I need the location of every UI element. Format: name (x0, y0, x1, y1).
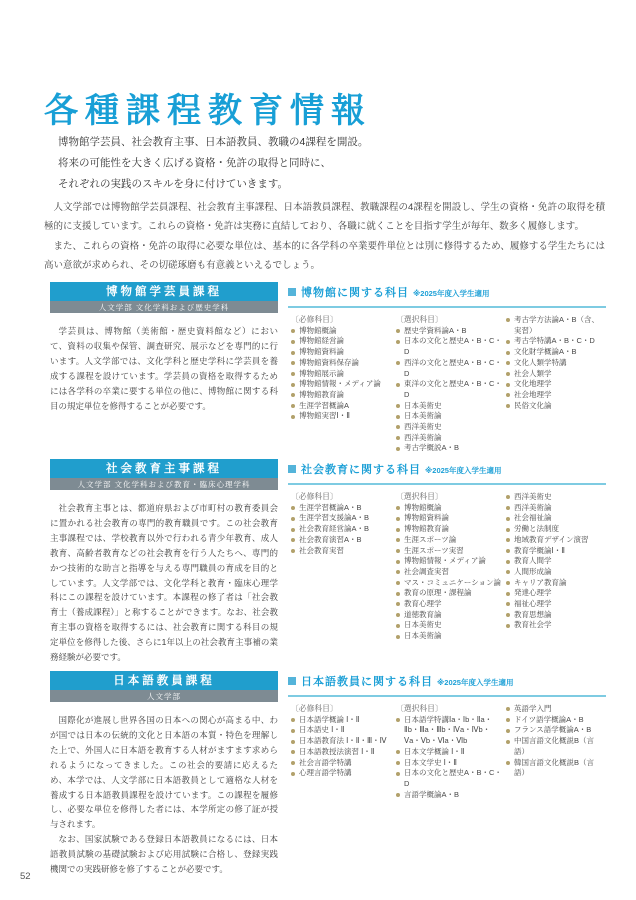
subject-columns (288, 704, 606, 800)
course-subjects-panel (288, 283, 606, 454)
column-label: 〔選択科目〕 (396, 704, 443, 713)
subject-columns (288, 315, 606, 454)
course-header-box (50, 671, 278, 702)
dot-bullet-icon (506, 624, 510, 628)
subjects-note: ※2025年度入学生適用 (425, 466, 502, 475)
dot-bullet-icon (506, 570, 510, 574)
dot-bullet-icon (396, 404, 400, 408)
subject-item: 地域教育デザイン演習 (506, 535, 602, 546)
dot-bullet-icon (396, 549, 400, 553)
subjects-title: 社会教育に関する科目 (301, 464, 421, 476)
subject-item: 日本の文化と歴史A・B・C・D (396, 768, 502, 789)
dot-bullet-icon (396, 447, 400, 451)
subject-item: 博物館資料論 (291, 347, 392, 358)
subject-item: 西洋の文化と歴史A・B・C・D (396, 358, 502, 379)
subject-item: 社会調査実習 (396, 567, 502, 578)
subject-item: 生涯学習支援論A・B (291, 513, 392, 524)
subject-item: 日本文学概論 Ⅰ・Ⅱ (396, 747, 502, 758)
course-description (50, 324, 278, 413)
subject-item: 日本美術論 (396, 411, 502, 422)
dot-bullet-icon (291, 750, 295, 754)
subject-column (291, 704, 396, 800)
subject-item: 日本美術史 (396, 401, 502, 412)
square-bullet-icon (288, 288, 296, 296)
dot-bullet-icon (291, 740, 295, 744)
subject-item: 教育人間学 (506, 556, 602, 567)
dot-bullet-icon (291, 772, 295, 776)
subject-item: 道徳教育論 (396, 610, 502, 621)
dot-bullet-icon (291, 329, 295, 333)
subject-item: 日本語学特講Ⅰa・Ⅰb・Ⅱa・Ⅱb・Ⅲa・Ⅲb・Ⅳa・Ⅳb・Ⅴa・Ⅴb・Ⅵa・Ⅵb (396, 715, 502, 747)
dot-bullet-icon (396, 425, 400, 429)
subject-item: 博物館経営論 (291, 336, 392, 347)
subject-item: 考古学特講A・B・C・D (506, 336, 602, 347)
subject-item: 考古学方法論A・B（含、実習） (506, 315, 602, 336)
subject-item: 西洋美術論 (506, 503, 602, 514)
course-subtitle: 人文学部 文化学科および歴史学科 (50, 301, 278, 313)
subject-item: 日本語史 Ⅰ・Ⅱ (291, 725, 392, 736)
dot-bullet-icon (396, 506, 400, 510)
subject-item: 日本美術論 (396, 631, 502, 642)
dot-bullet-icon (396, 592, 400, 596)
course-title: 博物館学芸員課程 (50, 282, 278, 301)
course-subtitle: 人文学部 (50, 690, 278, 702)
subject-list (396, 326, 502, 454)
dot-bullet-icon (396, 718, 400, 722)
dot-bullet-icon (506, 495, 510, 499)
course-title: 日本語教員課程 (50, 671, 278, 690)
subject-column (396, 315, 506, 454)
dot-bullet-icon (396, 772, 400, 776)
dot-bullet-icon (291, 718, 295, 722)
column-label: 〔必修科目〕 (291, 704, 338, 713)
dot-bullet-icon (506, 613, 510, 617)
paragraph: なお、国家試験である登録日本語教員になるには、日本語教員試験の基礎試験および応用試験に合格し、登録実践機関での実践研修を修了することが必要です。 (50, 834, 278, 875)
subject-item: 博物館資料保存論 (291, 358, 392, 369)
subjects-title: 日本語教員に関する科目 (301, 676, 433, 688)
subject-item: マス・コミュニケーション論 (396, 578, 502, 589)
subject-item: 教育思想論 (506, 610, 602, 621)
dot-bullet-icon (396, 436, 400, 440)
course-header-box (50, 282, 278, 313)
page-number: 52 (20, 871, 31, 882)
lead-text (58, 132, 368, 195)
dot-bullet-icon (506, 549, 510, 553)
subjects-header (288, 672, 606, 697)
subject-item: 東洋の文化と歴史A・B・C・D (396, 379, 502, 400)
subject-list (506, 492, 602, 631)
paragraph: 博物館学芸員、社会教育主事、日本語教員、教職の4課程を開設。 (58, 136, 369, 148)
dot-bullet-icon (291, 729, 295, 733)
dot-bullet-icon (291, 383, 295, 387)
subject-item: 心理言語学特講 (291, 768, 392, 779)
subject-item: 生涯スポーツ実習 (396, 546, 502, 557)
subject-item: 教育社会学 (506, 620, 602, 631)
dot-bullet-icon (506, 740, 510, 744)
dot-bullet-icon (291, 506, 295, 510)
dot-bullet-icon (291, 761, 295, 765)
subject-list (291, 326, 392, 422)
subject-item: 人間形成論 (506, 567, 602, 578)
dot-bullet-icon (506, 517, 510, 521)
subjects-header (288, 460, 606, 485)
subject-item: 民俗文化論 (506, 401, 602, 412)
dot-bullet-icon (291, 415, 295, 419)
dot-bullet-icon (506, 581, 510, 585)
dot-bullet-icon (506, 383, 510, 387)
dot-bullet-icon (396, 635, 400, 639)
subject-item: 博物館情報・メディア論 (396, 556, 502, 567)
subject-item: 博物館概論 (291, 326, 392, 337)
dot-bullet-icon (291, 517, 295, 521)
subject-item: 教育学概論Ⅰ・Ⅱ (506, 546, 602, 557)
subject-item: 社会福祉論 (506, 513, 602, 524)
subject-item: 生涯スポーツ論 (396, 535, 502, 546)
square-bullet-icon (288, 677, 296, 685)
dot-bullet-icon (396, 340, 400, 344)
dot-bullet-icon (506, 707, 510, 711)
subject-list (291, 715, 392, 779)
subject-item: 博物館教育論 (396, 524, 502, 535)
dot-bullet-icon (291, 404, 295, 408)
subject-item: 教育心理学 (396, 599, 502, 610)
subject-list (506, 704, 602, 779)
subject-item: 言語学概論A・B (396, 790, 502, 801)
dot-bullet-icon (396, 383, 400, 387)
paragraph: 人文学部では博物館学芸員課程、社会教育主事課程、日本語教員課程、教職課程の4課程を開設し、学生の資格・免許の取得を積極的に支援しています。これらの資格・免許は実務に直結しており、各職に就くことを目指す学生が毎年、数多く履修します。 (44, 202, 605, 233)
subject-item: 西洋美術論 (396, 433, 502, 444)
subject-item: 社会教育演習A・B (291, 535, 392, 546)
course-left-column (50, 282, 278, 413)
dot-bullet-icon (396, 538, 400, 542)
dot-bullet-icon (396, 361, 400, 365)
subjects-note: ※2025年度入学生適用 (437, 678, 514, 687)
column-label: 〔必修科目〕 (291, 492, 338, 501)
paragraph: それぞれの実践のスキルを身に付けていきます。 (58, 178, 289, 190)
subjects-title: 博物館に関する科目 (301, 287, 409, 299)
column-label: 〔必修科目〕 (291, 315, 338, 324)
dot-bullet-icon (396, 581, 400, 585)
subject-item: 博物館情報・メディア論 (291, 379, 392, 390)
subject-item: 日本文学史 Ⅰ・Ⅱ (396, 758, 502, 769)
course-title: 社会教育主事課程 (50, 459, 278, 478)
dot-bullet-icon (396, 602, 400, 606)
column-label: 〔選択科目〕 (396, 492, 443, 501)
subject-item: 社会人類学 (506, 369, 602, 380)
dot-bullet-icon (506, 506, 510, 510)
dot-bullet-icon (506, 372, 510, 376)
dot-bullet-icon (396, 570, 400, 574)
dot-bullet-icon (506, 351, 510, 355)
course-subjects-panel (288, 672, 606, 800)
dot-bullet-icon (506, 361, 510, 365)
dot-bullet-icon (396, 329, 400, 333)
dot-bullet-icon (506, 318, 510, 322)
dot-bullet-icon (506, 404, 510, 408)
course-subtitle: 人文学部 文化学科および教育・臨床心理学科 (50, 478, 278, 490)
subject-item: 中国言語文化概説B（言語） (506, 736, 602, 757)
dot-bullet-icon (506, 602, 510, 606)
subject-item: 日本美術史 (396, 620, 502, 631)
course-description (50, 501, 278, 665)
paragraph: 学芸員は、博物館（美術館・歴史資料館など）において、資料の収集や保管、調査研究、展示などを専門的に行います。人文学部では、文化学科と歴史学科に学芸員を養成する課程を設けています。学芸員の資格を取得するためには各学科の卒業に要する単位の他に、博物館に関する科目の規定単位を修得することが必要です。 (50, 326, 278, 411)
dot-bullet-icon (396, 613, 400, 617)
subject-item: 社会言語学特講 (291, 758, 392, 769)
subject-item: 社会地理学 (506, 390, 602, 401)
subject-list (291, 503, 392, 557)
dot-bullet-icon (396, 528, 400, 532)
subject-item: 日本語教育法 Ⅰ・Ⅱ・Ⅲ・Ⅳ (291, 736, 392, 747)
page-title: 各種課程教育情報 (44, 91, 372, 130)
dot-bullet-icon (506, 729, 510, 733)
paragraph: 社会教育主事とは、都道府県および市町村の教育委員会に置かれる社会教育の専門的教育職員です。この社会教育主事課程では、学校教育以外で行われる青少年教育、成人教育、高齢者教育などの社会教育を行う人たちへ、専門的かつ技術的な助言と指導を与える専門職員の育成を目的としています。人文学部では、文化学科と教育・臨床心理学科にこの課程を設けています。本課程の修了者は「社会教育士（養成課程）」と称することができます。なお、社会教育主事の資格を取得するには、社会教育に関する科目の規定単位を修得した後、さらに1年以上の社会教育主事補の業務経験が必要です。 (50, 503, 278, 663)
subject-item: 博物館概論 (396, 503, 502, 514)
subject-item: 文化財学概論A・B (506, 347, 602, 358)
subject-item: 発達心理学 (506, 588, 602, 599)
dot-bullet-icon (291, 372, 295, 376)
subject-column (396, 492, 506, 642)
dot-bullet-icon (506, 528, 510, 532)
subjects-header (288, 283, 606, 308)
course-subjects-panel (288, 460, 606, 642)
subject-item: 社会教育経営論A・B (291, 524, 392, 535)
course-header-box (50, 459, 278, 490)
square-bullet-icon (288, 465, 296, 473)
paragraph: 将来の可能性を大きく広げる資格・免許の取得と同時に、 (58, 157, 331, 169)
subject-item: 日本の文化と歴史A・B・C・D (396, 336, 502, 357)
dot-bullet-icon (396, 750, 400, 754)
subject-item: 西洋美術史 (396, 422, 502, 433)
subject-list (506, 315, 602, 411)
course-description (50, 713, 278, 877)
subject-list (396, 503, 502, 642)
dot-bullet-icon (396, 415, 400, 419)
subject-item: 日本語教授法演習 Ⅰ・Ⅱ (291, 747, 392, 758)
course-left-column (50, 671, 278, 877)
dot-bullet-icon (291, 549, 295, 553)
dot-bullet-icon (291, 340, 295, 344)
course-left-column (50, 459, 278, 665)
subject-item: ドイツ語学概論A・B (506, 715, 602, 726)
dot-bullet-icon (396, 560, 400, 564)
subject-item: 博物館実習Ⅰ・Ⅱ (291, 411, 392, 422)
subject-column (291, 492, 396, 642)
dot-bullet-icon (506, 761, 510, 765)
subjects-note: ※2025年度入学生適用 (413, 289, 490, 298)
dot-bullet-icon (291, 351, 295, 355)
subject-item: 博物館教育論 (291, 390, 392, 401)
subject-item: 文化人類学特講 (506, 358, 602, 369)
subject-item: 文化地理学 (506, 379, 602, 390)
subject-column (506, 704, 606, 800)
intro-paragraphs (44, 198, 605, 275)
dot-bullet-icon (396, 761, 400, 765)
dot-bullet-icon (291, 528, 295, 532)
dot-bullet-icon (506, 560, 510, 564)
subject-item: フランス語学概論A・B (506, 725, 602, 736)
subject-item: 歴史学資料論A・B (396, 326, 502, 337)
subject-item: 韓国言語文化概説B（言語） (506, 758, 602, 779)
subject-item: キャリア教育論 (506, 578, 602, 589)
subject-item: 教育の原理・課程論 (396, 588, 502, 599)
column-label: 〔選択科目〕 (396, 315, 443, 324)
subject-item: 生涯学習概論A・B (291, 503, 392, 514)
subject-columns (288, 492, 606, 642)
subject-item: 労働と法制度 (506, 524, 602, 535)
subject-item: 生涯学習概論A (291, 401, 392, 412)
subject-item: 博物館資料論 (396, 513, 502, 524)
dot-bullet-icon (506, 538, 510, 542)
dot-bullet-icon (291, 393, 295, 397)
subject-column (291, 315, 396, 454)
subject-item: 博物館展示論 (291, 369, 392, 380)
dot-bullet-icon (291, 361, 295, 365)
subject-column (396, 704, 506, 800)
subject-list (396, 715, 502, 801)
subject-column (506, 315, 606, 454)
subject-column (506, 492, 606, 642)
dot-bullet-icon (396, 624, 400, 628)
dot-bullet-icon (506, 718, 510, 722)
subject-item: 考古学概説A・B (396, 443, 502, 454)
dot-bullet-icon (291, 538, 295, 542)
paragraph: 国際化が進展し世界各国の日本への関心が高まる中、わが国では日本の伝統的文化と日本語の本質・特色を理解した上で、外国人に日本語を教育する人材がますます求められるようになってきました。この社会的要請に応えるため、本学では、人文学部に日本語教員として適格な人材を養成する日本語教員課程を設けています。この課程を履修し、必要な単位を修得した者には、本学所定の修了証が授与されます。 (50, 715, 278, 830)
subject-item: 社会教育実習 (291, 546, 392, 557)
paragraph: また、これらの資格・免許の取得に必要な単位は、基本的に各学科の卒業要件単位とは別に修得するため、履修する学生たちには高い意欲が求められ、その切磋琢磨も有意義といえるでしょう。 (44, 240, 605, 271)
subject-item: 日本語学概論 Ⅰ・Ⅱ (291, 715, 392, 726)
dot-bullet-icon (506, 592, 510, 596)
dot-bullet-icon (396, 517, 400, 521)
subject-item: 西洋美術史 (506, 492, 602, 503)
dot-bullet-icon (396, 793, 400, 797)
dot-bullet-icon (506, 393, 510, 397)
subject-item: 英語学入門 (506, 704, 602, 715)
dot-bullet-icon (506, 340, 510, 344)
subject-item: 福祉心理学 (506, 599, 602, 610)
